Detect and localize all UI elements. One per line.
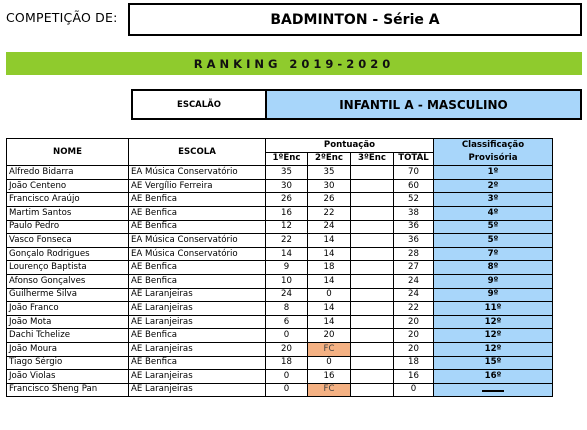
cell-enc1: 8 <box>266 302 308 316</box>
cell-total: 28 <box>394 247 434 261</box>
cell-classificacao: 4º <box>434 206 553 220</box>
cell-total: 27 <box>394 261 434 275</box>
table-row <box>7 342 553 356</box>
cell-classificacao: 12º <box>434 329 553 343</box>
cell-escola: AE Benfica <box>129 356 266 370</box>
cell-enc2: 14 <box>308 315 351 329</box>
table-row <box>7 315 553 329</box>
cell-classificacao: 16º <box>434 370 553 384</box>
col-header-total: TOTAL <box>394 152 434 166</box>
cell-escola: AE Laranjeiras <box>129 315 266 329</box>
table-row <box>7 247 553 261</box>
cell-total: 36 <box>394 234 434 248</box>
cell-enc1: 26 <box>266 193 308 207</box>
cell-total: 60 <box>394 179 434 193</box>
ranking-table <box>6 138 553 397</box>
cell-escola: AE Benfica <box>129 206 266 220</box>
cell-total: 70 <box>394 166 434 180</box>
cell-enc1: 35 <box>266 166 308 180</box>
cell-escola: AE Laranjeiras <box>129 383 266 397</box>
table-row <box>7 206 553 220</box>
cell-nome: Lourenço Baptista <box>7 261 129 275</box>
table-row <box>7 370 553 384</box>
cell-classificacao: 1º <box>434 166 553 180</box>
cell-enc2: FC <box>308 383 351 397</box>
cell-nome: Martim Santos <box>7 206 129 220</box>
cell-enc1: 20 <box>266 342 308 356</box>
cell-classificacao: 11º <box>434 302 553 316</box>
ranking-banner: RANKING 2019-2020 <box>6 52 582 75</box>
cell-total: 24 <box>394 274 434 288</box>
cell-escola: AE Laranjeiras <box>129 342 266 356</box>
cell-enc3 <box>351 342 394 356</box>
cell-classificacao <box>434 383 553 397</box>
cell-nome: Vasco Fonseca <box>7 234 129 248</box>
table-row <box>7 329 553 343</box>
cell-classificacao: 5º <box>434 234 553 248</box>
cell-enc2: 14 <box>308 302 351 316</box>
cell-enc3 <box>351 288 394 302</box>
cell-total: 20 <box>394 315 434 329</box>
cell-escola: AE Laranjeiras <box>129 288 266 302</box>
cell-enc1: 22 <box>266 234 308 248</box>
table-row <box>7 288 553 302</box>
cell-enc1: 9 <box>266 261 308 275</box>
empty-rank-mark <box>482 384 504 392</box>
cell-enc3 <box>351 274 394 288</box>
cell-nome: Paulo Pedro <box>7 220 129 234</box>
cell-enc3 <box>351 166 394 180</box>
cell-escola: AE Benfica <box>129 329 266 343</box>
cell-nome: João Franco <box>7 302 129 316</box>
table-row <box>7 356 553 370</box>
cell-enc2: 26 <box>308 193 351 207</box>
escalao-label: ESCALÃO <box>131 89 265 120</box>
cell-nome: João Centeno <box>7 179 129 193</box>
cell-enc3 <box>351 247 394 261</box>
cell-enc2: 16 <box>308 370 351 384</box>
cell-escola: EA Música Conservatório <box>129 166 266 180</box>
cell-total: 16 <box>394 370 434 384</box>
cell-enc1: 0 <box>266 329 308 343</box>
cell-classificacao: 9º <box>434 274 553 288</box>
table-row <box>7 220 553 234</box>
cell-enc2: 20 <box>308 329 351 343</box>
cell-enc3 <box>351 206 394 220</box>
cell-escola: EA Música Conservatório <box>129 234 266 248</box>
cell-nome: Francisco Sheng Pan <box>7 383 129 397</box>
cell-total: 18 <box>394 356 434 370</box>
cell-enc2: 30 <box>308 179 351 193</box>
cell-escola: AE Laranjeiras <box>129 370 266 384</box>
cell-enc2: 35 <box>308 166 351 180</box>
cell-enc3 <box>351 315 394 329</box>
cell-enc1: 12 <box>266 220 308 234</box>
cell-enc1: 30 <box>266 179 308 193</box>
col-header-enc1: 1ºEnc <box>266 152 308 166</box>
competition-label: COMPETIÇÃO DE: <box>6 10 118 25</box>
cell-classificacao: 12º <box>434 342 553 356</box>
cell-nome: João Violas <box>7 370 129 384</box>
cell-nome: Tiago Sérgio <box>7 356 129 370</box>
cell-enc1: 16 <box>266 206 308 220</box>
cell-classificacao: 3º <box>434 193 553 207</box>
cell-nome: João Mota <box>7 315 129 329</box>
cell-classificacao: 12º <box>434 315 553 329</box>
category-title: INFANTIL A - MASCULINO <box>265 89 582 120</box>
table-row <box>7 274 553 288</box>
table-row <box>7 234 553 248</box>
cell-enc3 <box>351 220 394 234</box>
cell-classificacao: 15º <box>434 356 553 370</box>
cell-enc2: 14 <box>308 247 351 261</box>
cell-total: 52 <box>394 193 434 207</box>
cell-enc1: 18 <box>266 356 308 370</box>
cell-nome: Afonso Gonçalves <box>7 274 129 288</box>
cell-enc2: 0 <box>308 356 351 370</box>
cell-enc1: 6 <box>266 315 308 329</box>
col-header-pontuacao: Pontuação <box>266 139 434 153</box>
cell-escola: AE Vergílio Ferreira <box>129 179 266 193</box>
cell-enc3 <box>351 179 394 193</box>
cell-enc2: FC <box>308 342 351 356</box>
cell-total: 36 <box>394 220 434 234</box>
cell-enc2: 14 <box>308 274 351 288</box>
cell-classificacao: 9º <box>434 288 553 302</box>
cell-nome: Dachi Tchelize <box>7 329 129 343</box>
col-header-escola: ESCOLA <box>129 139 266 166</box>
cell-enc2: 24 <box>308 220 351 234</box>
cell-escola: AE Benfica <box>129 274 266 288</box>
cell-escola: AE Benfica <box>129 220 266 234</box>
cell-classificacao: 5º <box>434 220 553 234</box>
cell-total: 22 <box>394 302 434 316</box>
cell-classificacao: 7º <box>434 247 553 261</box>
col-header-nome: NOME <box>7 139 129 166</box>
table-row <box>7 383 553 397</box>
cell-enc1: 0 <box>266 370 308 384</box>
cell-enc1: 24 <box>266 288 308 302</box>
cell-enc3 <box>351 356 394 370</box>
cell-escola: AE Benfica <box>129 261 266 275</box>
cell-enc3 <box>351 329 394 343</box>
cell-enc1: 10 <box>266 274 308 288</box>
table-row <box>7 179 553 193</box>
cell-nome: Gonçalo Rodrigues <box>7 247 129 261</box>
cell-enc3 <box>351 261 394 275</box>
cell-enc2: 0 <box>308 288 351 302</box>
sport-title: BADMINTON - Série A <box>128 3 582 36</box>
table-row <box>7 261 553 275</box>
cell-total: 38 <box>394 206 434 220</box>
cell-enc2: 18 <box>308 261 351 275</box>
col-header-enc3: 3ºEnc <box>351 152 394 166</box>
table-row <box>7 166 553 180</box>
cell-total: 20 <box>394 342 434 356</box>
cell-total: 0 <box>394 383 434 397</box>
cell-escola: EA Música Conservatório <box>129 247 266 261</box>
cell-escola: AE Benfica <box>129 193 266 207</box>
cell-enc1: 14 <box>266 247 308 261</box>
table-row <box>7 193 553 207</box>
cell-enc2: 22 <box>308 206 351 220</box>
cell-enc3 <box>351 383 394 397</box>
cell-enc3 <box>351 370 394 384</box>
cell-total: 24 <box>394 288 434 302</box>
cell-enc1: 0 <box>266 383 308 397</box>
cell-enc3 <box>351 302 394 316</box>
cell-nome: Alfredo Bidarra <box>7 166 129 180</box>
cell-nome: João Moura <box>7 342 129 356</box>
col-header-classificacao: Classificação Provisória <box>434 139 553 166</box>
cell-nome: Francisco Araújo <box>7 193 129 207</box>
cell-classificacao: 2º <box>434 179 553 193</box>
cell-enc3 <box>351 234 394 248</box>
cell-classificacao: 8º <box>434 261 553 275</box>
cell-enc2: 14 <box>308 234 351 248</box>
cell-escola: AE Laranjeiras <box>129 302 266 316</box>
cell-nome: Guilherme Silva <box>7 288 129 302</box>
table-row <box>7 302 553 316</box>
cell-total: 20 <box>394 329 434 343</box>
col-header-enc2: 2ºEnc <box>308 152 351 166</box>
cell-enc3 <box>351 193 394 207</box>
